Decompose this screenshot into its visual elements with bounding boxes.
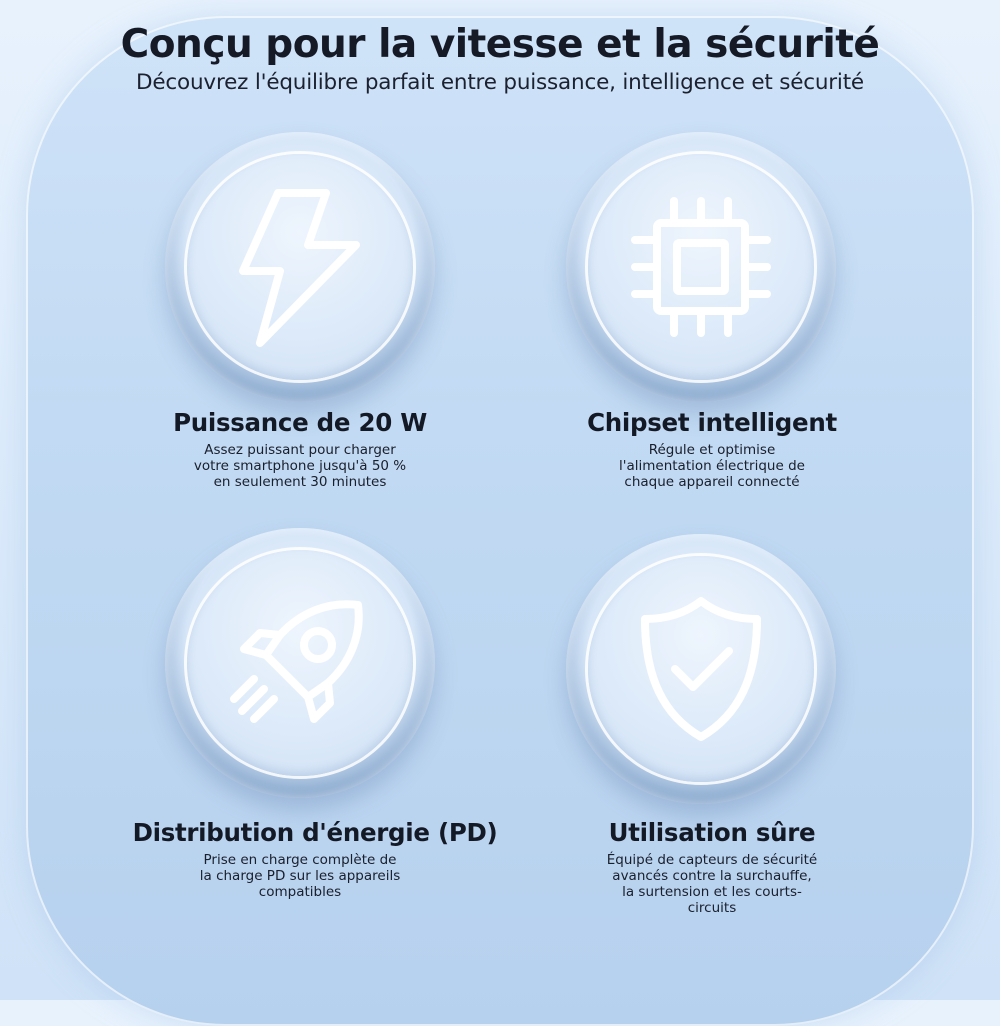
feature-badge-chipset bbox=[566, 132, 836, 402]
feature-description-power: Assez puissant pour charger votre smartphone jusqu'à 50 % en seulement 30 minutes bbox=[193, 442, 407, 490]
feature-description-pd: Prise en charge complète de la charge PD sur les appareils compatibles bbox=[199, 852, 401, 900]
feature-title-power: Puissance de 20 W bbox=[173, 408, 427, 437]
rocket-icon bbox=[208, 571, 392, 755]
page-title: Conçu pour la vitesse et la sécurité bbox=[120, 22, 880, 67]
feature-title-chipset: Chipset intelligent bbox=[587, 408, 837, 437]
feature-badge-pd bbox=[165, 528, 435, 798]
chip-icon bbox=[609, 175, 793, 359]
feature-description-chipset: Régule et optimise l'alimentation électrique de chaque appareil connecté bbox=[619, 442, 805, 490]
feature-description-safety: Équipé de capteurs de sécurité avancés contre la surchauffe, la surtension et les courts- circuits bbox=[606, 852, 818, 916]
feature-title-pd: Distribution d'énergie (PD) bbox=[132, 818, 498, 847]
shield-check-icon bbox=[609, 577, 793, 761]
feature-badge-safety bbox=[566, 534, 836, 804]
lightning-bolt-icon bbox=[208, 175, 392, 359]
page-subtitle: Découvrez l'équilibre parfait entre puissance, intelligence et sécurité bbox=[136, 70, 864, 95]
feature-badge-power bbox=[165, 132, 435, 402]
feature-title-safety: Utilisation sûre bbox=[608, 818, 816, 847]
